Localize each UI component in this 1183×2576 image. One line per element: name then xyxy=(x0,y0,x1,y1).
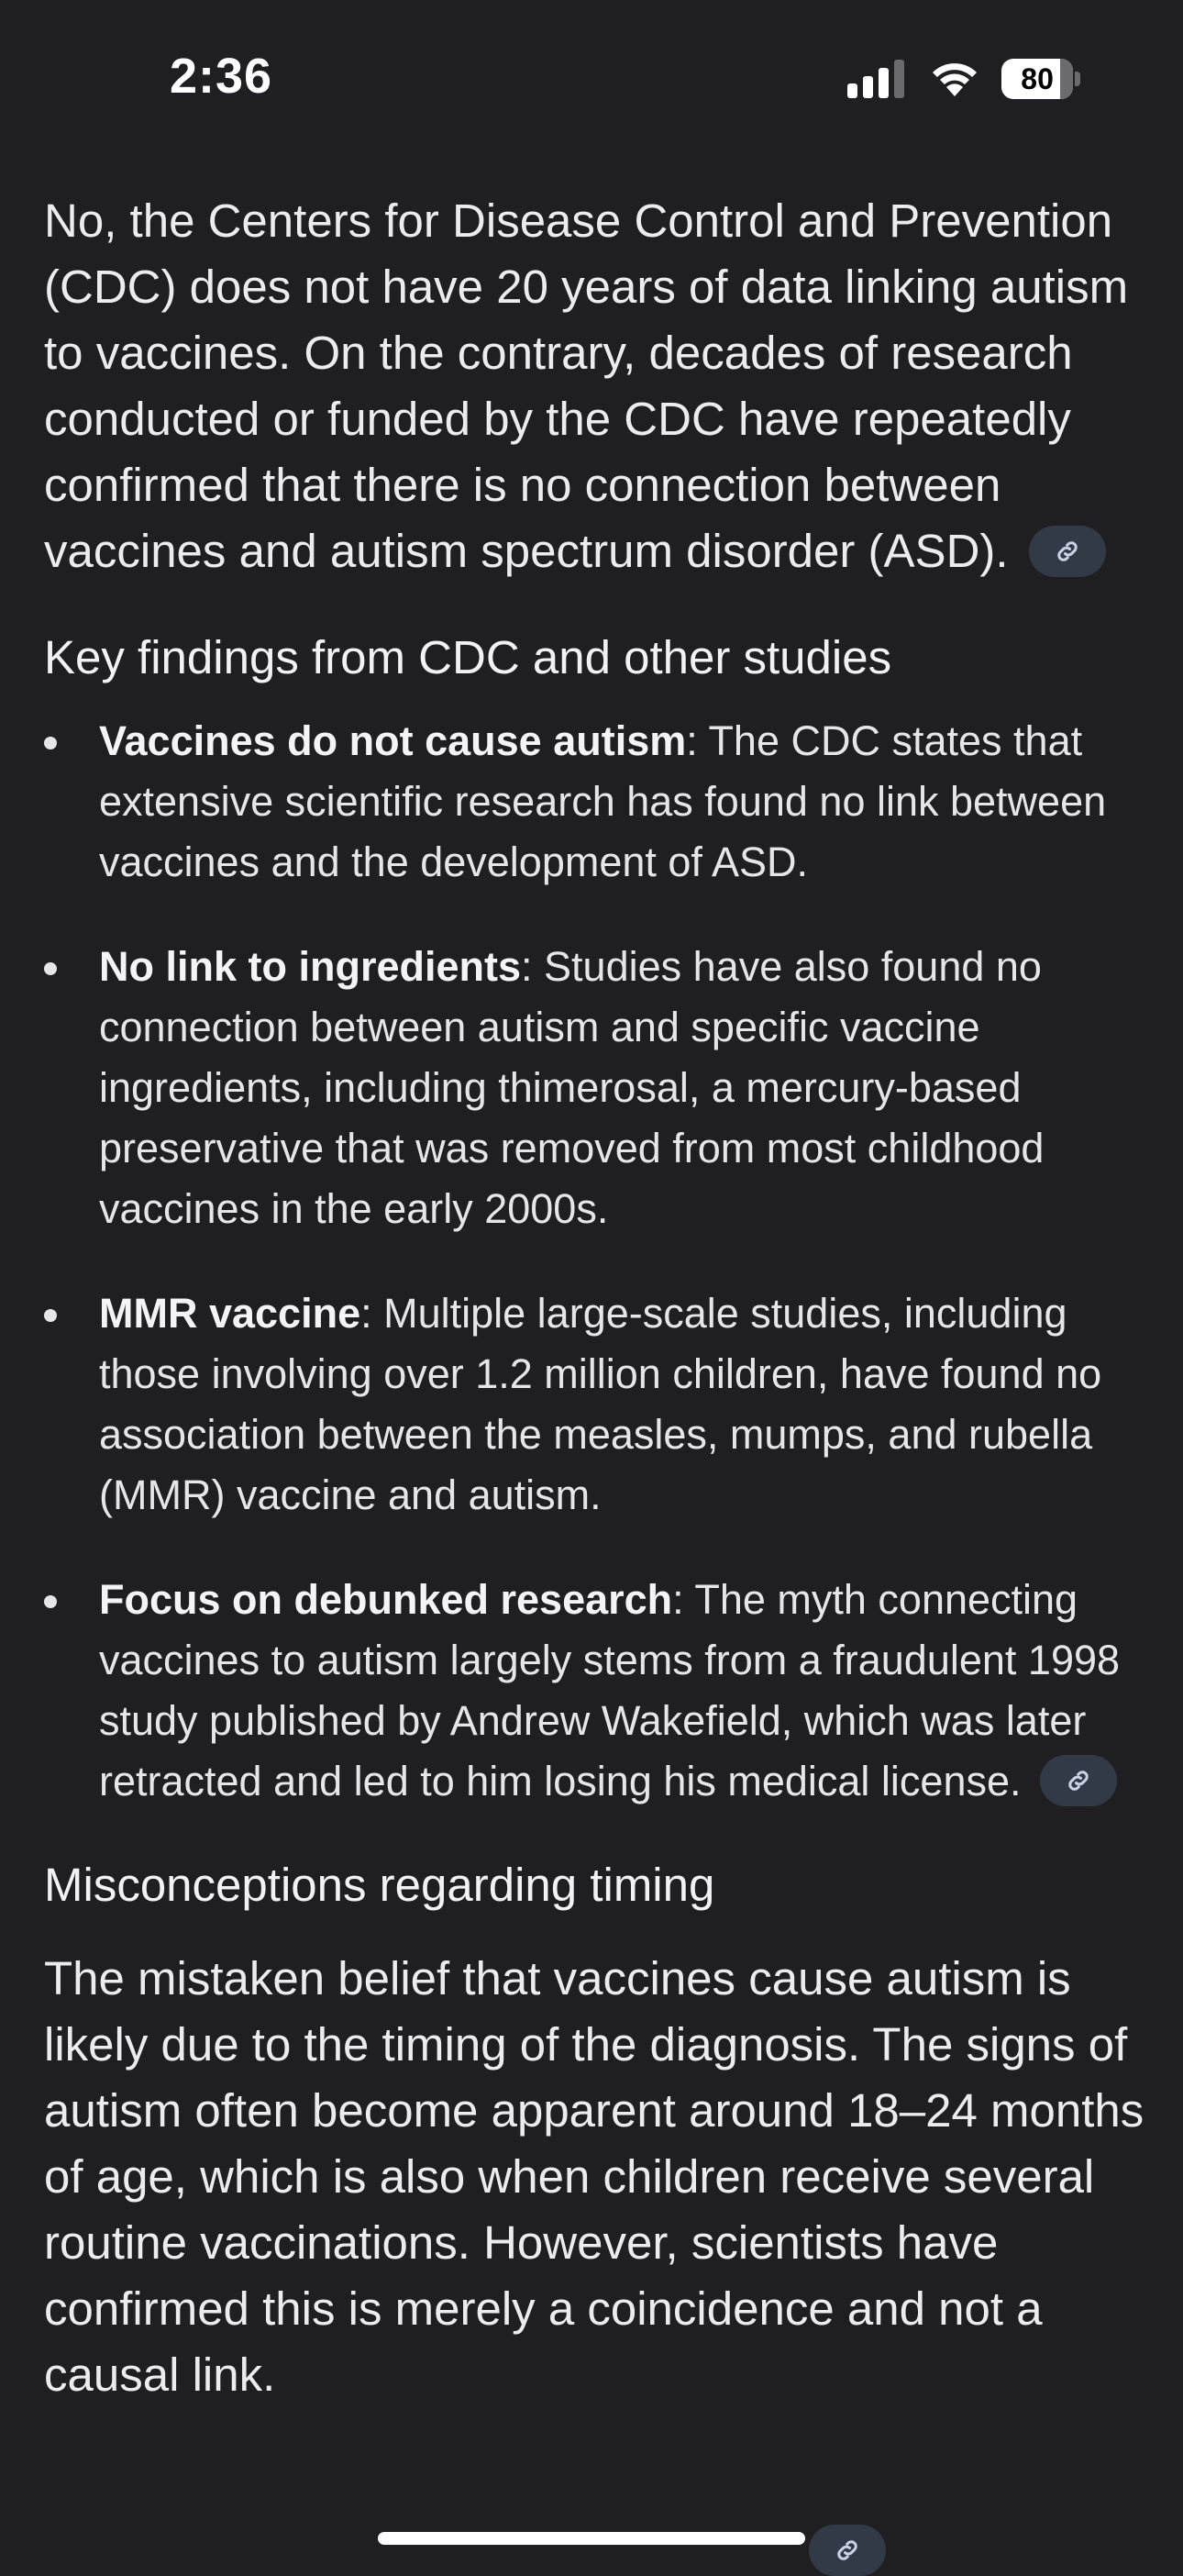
list-item xyxy=(44,711,1144,893)
bullet-title: Vaccines do not cause autism xyxy=(99,717,687,764)
list-item xyxy=(44,1570,1144,1812)
battery-percent: 80 xyxy=(1021,61,1054,95)
bullet-title: Focus on debunked research xyxy=(99,1576,673,1623)
battery-level xyxy=(1001,59,1073,99)
status-icons xyxy=(847,53,1080,105)
source-link-button[interactable] xyxy=(1040,1755,1117,1806)
status-time: 2:36 xyxy=(170,49,273,104)
link-icon xyxy=(1065,1767,1092,1794)
list-item xyxy=(44,1283,1144,1526)
source-link-button[interactable] xyxy=(809,2525,886,2576)
bullet-text: : The myth connecting vaccines to autism largely stems from a fraudulent 1998 study published by Andrew Wakefield, which was later retracted and led to him losing his medical license. xyxy=(99,1576,1121,1804)
cellular-signal-icon xyxy=(847,60,908,98)
intro-paragraph xyxy=(44,188,1144,584)
list-item xyxy=(44,937,1144,1239)
home-indicator[interactable] xyxy=(378,2532,805,2545)
answer-content xyxy=(44,188,1144,2408)
timing-text: The mistaken belief that vaccines cause autism is likely due to the timing of the diagnosis. The signs of autism often become apparent around 18–24 months of age, which is also when children receive several routine vaccinations. However, scientists have confirmed this is merely a coincidence and not a causal link. xyxy=(44,1952,1144,2401)
bullet-text: : The CDC states that extensive scientific research has found no link between vaccines and the development of ASD. xyxy=(99,717,1107,885)
bullet-title: No link to ingredients xyxy=(99,943,522,990)
bullet-title: MMR vaccine xyxy=(99,1290,361,1337)
timing-paragraph xyxy=(44,1946,1144,2408)
link-icon xyxy=(834,2537,861,2564)
findings-list xyxy=(44,711,1144,1812)
bullet-text: : Studies have also found no connection between autism and specific vaccine ingredients, including thimerosal, a mercury-based preservative that was removed from most childhood vaccines in the early 2000s. xyxy=(99,943,1045,1232)
link-icon xyxy=(1054,538,1081,565)
section-heading-key-findings: Key findings from CDC and other studies xyxy=(44,631,892,683)
section-heading-misconceptions: Misconceptions regarding timing xyxy=(44,1859,715,1911)
status-bar xyxy=(0,0,1183,156)
bullet-text: : Multiple large-scale studies, including those involving over 1.2 million children, have found no association between the measles, mumps, and rubella (MMR) vaccine and autism. xyxy=(99,1290,1102,1518)
battery-icon xyxy=(1001,59,1080,99)
wifi-icon xyxy=(928,60,981,98)
intro-text: No, the Centers for Disease Control and Prevention (CDC) does not have 20 years of data linking autism to vaccines. On the contrary, decades of research conducted or funded by the CDC have repeatedly confirmed that there is no connection between vaccines and autism spectrum disorder (ASD). xyxy=(44,194,1129,577)
source-link-button[interactable] xyxy=(1029,526,1106,577)
